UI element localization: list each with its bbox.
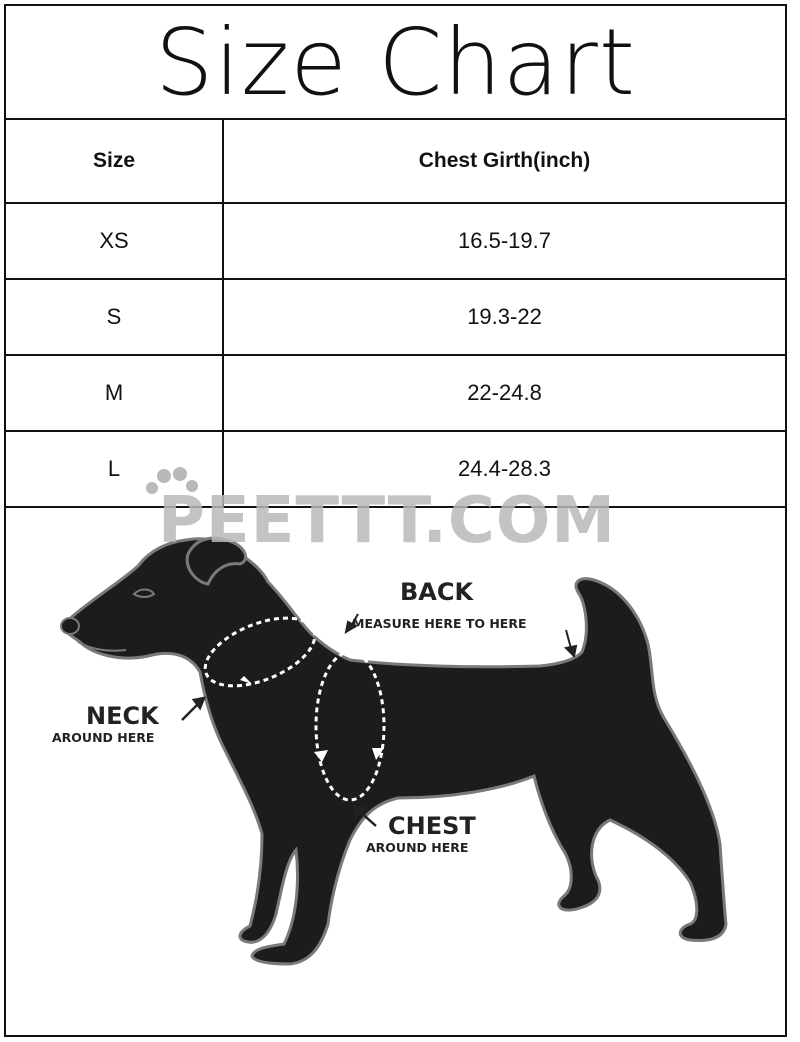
page-title: Size Chart <box>6 6 785 120</box>
neck-label: NECK <box>86 702 159 730</box>
back-sublabel: MEASURE HERE TO HERE <box>352 616 527 631</box>
girth-cell: 22-24.8 <box>467 380 542 405</box>
girth-cell: 24.4-28.3 <box>458 456 551 481</box>
neck-sublabel: AROUND HERE <box>52 730 155 745</box>
table-row <box>6 356 785 432</box>
watermark: PEETTT.COM <box>158 484 616 558</box>
size-cell: M <box>6 356 224 430</box>
back-label: BACK <box>400 578 474 606</box>
girth-cell: 19.3-22 <box>467 304 542 329</box>
neck-pointer-arrow <box>182 698 204 720</box>
chest-label: CHEST <box>388 812 476 840</box>
table-header-row <box>6 120 785 204</box>
dog-nose <box>61 618 79 634</box>
chest-sublabel: AROUND HERE <box>366 840 469 855</box>
size-cell: S <box>6 280 224 354</box>
size-table <box>6 120 785 508</box>
header-chest-girth: Chest Girth(inch) <box>418 149 591 172</box>
table-row <box>6 204 785 280</box>
size-cell: XS <box>6 204 224 278</box>
header-size: Size <box>6 120 224 202</box>
girth-cell: 16.5-19.7 <box>458 228 551 253</box>
dog-silhouette <box>64 539 726 964</box>
table-row <box>6 280 785 356</box>
size-cell: L <box>6 432 224 506</box>
